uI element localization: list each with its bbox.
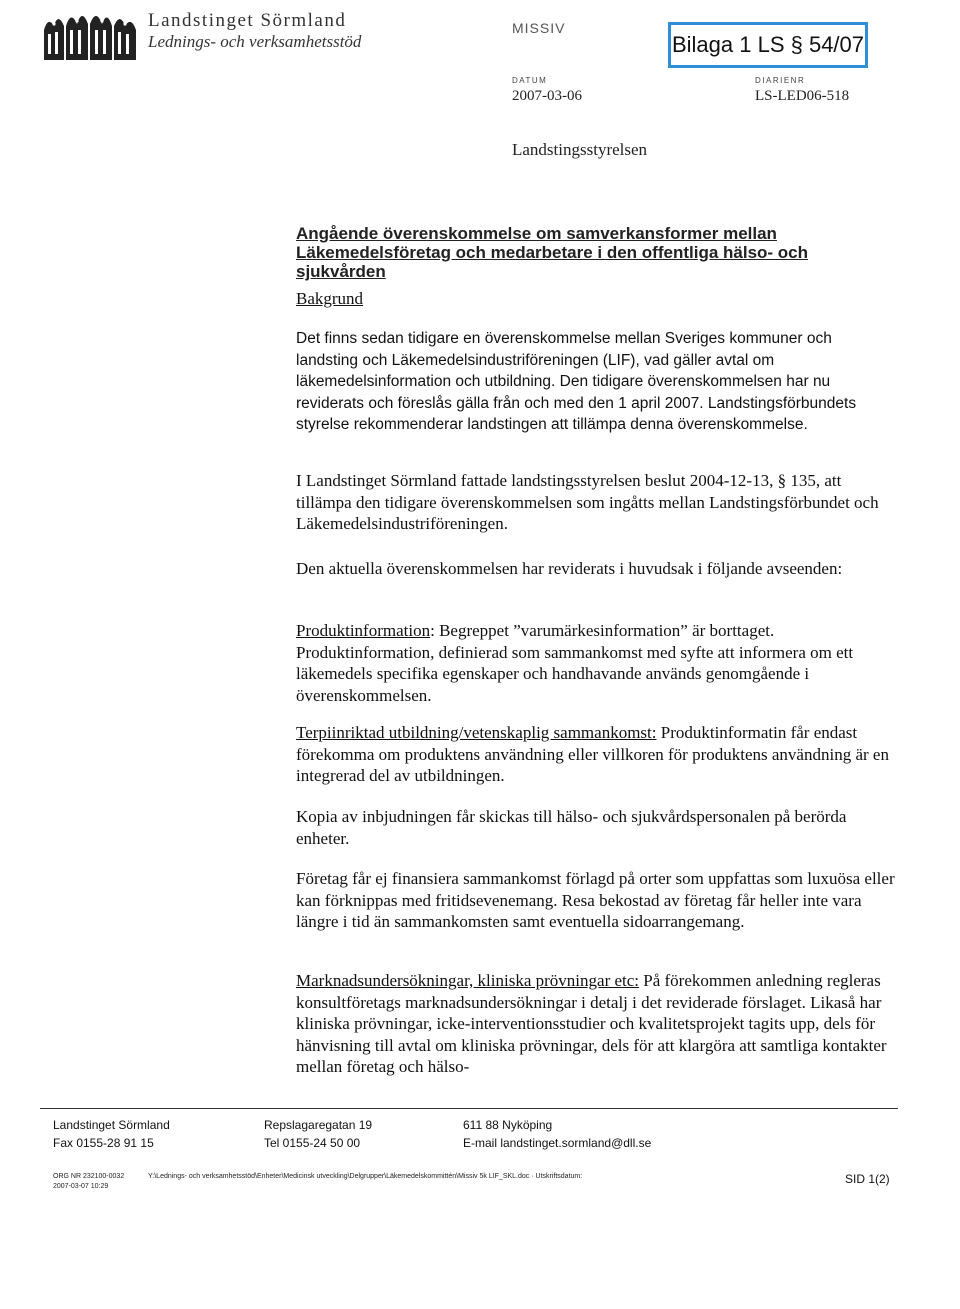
paragraph-revision-intro: Den aktuella överenskommelsen har reviderats i huvudsak i följande avseenden: — [296, 559, 843, 578]
footer-email: E-mail landstinget.sormland@dll.se — [463, 1136, 652, 1150]
footer-file-path: Y:\Lednings- och verksamhetsstöd\Enheter\Medicinsk utveckling\Delgrupper\Läkemedelskommittén\Missiv 5k LIF_SKL.doc · Utskriftsdatum: — [148, 1173, 583, 1180]
page-number: SID 1(2) — [845, 1172, 890, 1186]
annex-label-box: Bilaga 1 LS § 54/07 — [668, 22, 868, 68]
organization-name: Landstinget Sörmland — [148, 10, 347, 31]
footer-postal: 611 88 Nyköping — [463, 1118, 553, 1132]
section-heading: Bakgrund — [296, 289, 364, 308]
product-info-label: Produktinformation — [296, 621, 431, 640]
reference-label: DIARIENR — [755, 76, 806, 85]
footer-fax: Fax 0155-28 91 15 — [53, 1136, 154, 1150]
date-value: 2007-03-06 — [512, 88, 582, 104]
footer-address: Repslagaregatan 19 — [264, 1118, 373, 1132]
footer-org-number: ORG NR 232100-0032 — [53, 1173, 125, 1180]
footer-phone: Tel 0155-24 50 00 — [264, 1136, 361, 1150]
market-research-label: Marknadsundersökningar, kliniska prövningar etc: — [296, 971, 640, 990]
footer-organization: Landstinget Sörmland — [53, 1118, 170, 1132]
paragraph-product-info — [296, 620, 896, 706]
organization-subtitle: Lednings- och verksamhetsstöd — [148, 32, 362, 51]
paragraph-education — [296, 722, 896, 787]
footer-print-date: 2007-03-07 10:29 — [53, 1183, 109, 1190]
footer-divider — [40, 1108, 898, 1109]
section-heading-wrap — [296, 288, 896, 310]
paragraph-invitation: Kopia av inbjudningen får skickas till hälso- och sjukvårdspersonalen på berörda enheter. — [296, 807, 847, 848]
crown-logo-icon — [40, 6, 140, 62]
product-info-text: : Begreppet ”varumärkesinformation” är borttaget. Produktinformation, definierad som sammankomst med syfte att informera om ett läkemedels specifika egenskaper och handhavande används genomgående i överenskommelsen. — [296, 621, 854, 705]
paragraph-background: Det finns sedan tidigare en överenskommelse mellan Sveriges kommuner och landsting och Läkemedelsindustriföreningen (LIF), vad gäller avtal om läkemedelsinformation och utbildning. Den tidigare överenskommelsen har nu reviderats och föreslås gälla från och med den 1 april 2007. Landstingsförbundets styrelse rekommenderar landstingen att tillämpa denna överenskommelse. — [296, 330, 857, 433]
paragraph-decision: I Landstinget Sörmland fattade landstingsstyrelsen beslut 2004-12-13, § 135, att tillämpa den tidigare överenskommelsen som ingåtts mellan Landstingsförbundet och Läkemedelsindustriföreningen. — [296, 471, 879, 533]
paragraph-financing: Företag får ej finansiera sammankomst förlagd på orter som uppfattas som luxuösa eller kan förknippas med fritidsevenemang. Resa bekostad av företag får heller inte vara längre i tid än sammankomsten samt eventuella sidoarrangemang. — [296, 869, 895, 931]
document-title: Angående överenskommelse om samverkansformer mellan Läkemedelsföretag och medarbetare i den offentliga hälso- och sjukvården — [296, 224, 809, 281]
reference-value: LS-LED06-518 — [755, 88, 850, 104]
education-text: Produktinformatin får endast förekomma om produktens användning eller villkoren för produktens användning är en integrerad del av utbildningen. — [296, 723, 889, 785]
education-label: Terpiinriktad utbildning/vetenskaplig sammankomst: — [296, 723, 657, 742]
recipient: Landstingsstyrelsen — [512, 140, 648, 159]
market-research-text: På förekommen anledning regleras konsultföretags marknadsundersökningar i detalj i det reviderade förslaget. Likaså har kliniska prövningar, icke-interventionsstudier och kvalitetsprojekt tagits upp, dels för hänvisning till avtal om kliniska prövningar, dels för att klargöra att samtliga kontakter mellan företag och hälso- — [296, 971, 887, 1076]
paragraph-market-research — [296, 970, 896, 1078]
document-type: MISSIV — [512, 20, 566, 36]
date-label: DATUM — [512, 76, 548, 85]
